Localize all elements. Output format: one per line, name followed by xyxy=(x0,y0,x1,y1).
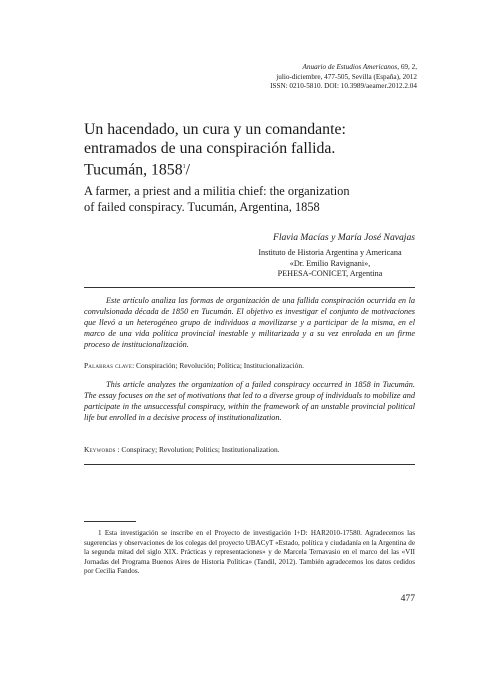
author-affiliation xyxy=(230,248,430,280)
english-abstract: This article analyzes the organization of a failed conspiracy occurred in 1858 in Tucumán. The essay focuses on the set of motivations that led to a diverse group of individuals to mobilize and participate in the unsuccessful conspiracy, within the framework of an unstable provincial political life but enrolled in a decisive process of institutionalization. xyxy=(84,380,415,422)
spanish-title-line-text: Tucumán, 1858 xyxy=(84,161,183,179)
journal-name: Anuario de Estudios Americanos xyxy=(302,63,398,71)
journal-volume-issue: , 69, 2, xyxy=(397,63,417,71)
footnote-separator xyxy=(84,521,136,522)
affiliation-line: Instituto de Historia Argentina y Americana xyxy=(258,248,402,257)
keywords-list: : Conspiracy; Revolution; Politics; Institutionalization. xyxy=(115,445,280,454)
affiliation-line: «Dr. Emilio Ravignani», xyxy=(289,258,371,268)
journal-issn-doi: ISSN: 0210-5810. DOI: 10.3989/aeamer.2012.2.04 xyxy=(270,82,417,90)
keywords-label: Keywords xyxy=(84,445,116,454)
footnote: 1 Esta investigación se inscribe en el Proyecto de investigación I+D: HAR2010-17580. Agradecemos las sugerencias y observaciones de los colegas del proyecto UBACyT «Estado, política y ciudadanía en la Argentina de la segunda mitad del siglo XIX. Prácticas y representaciones» y de Marcela Ternavasio en el marco del las «VII Jornadas del Programa Buenos Aires de Historia Política» (Tandil, 2012). También agradecemos los datos cedidos por Cecilia Fandos. xyxy=(84,529,415,576)
page-number: 477 xyxy=(400,593,415,604)
author-names: Flavia Macías y María José Navajas xyxy=(272,232,415,243)
footnote-reference[interactable]: 1 xyxy=(182,164,186,170)
abstract-top-rule xyxy=(84,287,415,288)
english-title-line: A farmer, a priest and a militia chief: the organization xyxy=(84,184,350,198)
spanish-title-line: Un hacendado, un cura y un comandante: xyxy=(84,121,346,138)
spanish-title-line: entramados de una conspiración fallida. xyxy=(84,139,336,157)
english-keywords xyxy=(84,445,415,455)
affiliation-line: PEHESA-CONICET, Argentina xyxy=(277,269,383,278)
abstract-bottom-rule xyxy=(84,464,415,465)
journal-header xyxy=(117,63,417,92)
spanish-title xyxy=(84,121,424,180)
english-title-line: of failed conspiracy. Tucumán, Argentina, 1858 xyxy=(84,199,320,214)
spanish-abstract: Este artículo analiza las formas de organización de una fallida conspiración ocurrida en la convulsionada década de 1850 en Tucumán. El objetivo es investigar el conjunto de motivaciones que llevó a un heterogéneo grupo de individuos a movilizarse y a participar de la misma, en el marco de una vida política provincial inestable y militarizada y a su vez enrolada en un firme proceso de institucionalización. xyxy=(84,296,415,349)
spanish-keywords xyxy=(84,361,415,371)
english-title xyxy=(84,184,424,215)
spanish-title-line xyxy=(84,158,424,180)
journal-citation-line xyxy=(117,63,417,73)
keywords-label: Palabras clave xyxy=(84,361,133,370)
journal-pages-location: julio-diciembre, 477-505, Sevilla (España), 2012 xyxy=(276,72,417,81)
keywords-list: : Conspiración; Revolución; Política; Institucionalización. xyxy=(132,361,304,370)
title-trailing-mark: / xyxy=(185,161,190,179)
